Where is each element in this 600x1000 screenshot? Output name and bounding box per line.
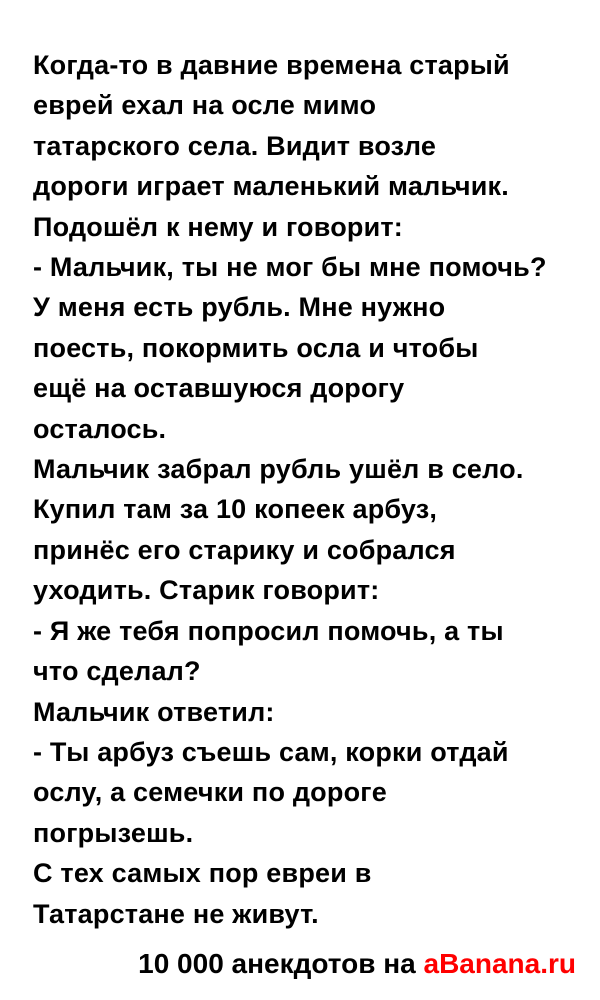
text-line: принёс его старику и собрался <box>33 534 456 565</box>
text-line: дороги играет маленький мальчик. <box>33 171 509 202</box>
footer-watermark <box>0 948 576 980</box>
text-line: поесть, покормить осла и чтобы <box>33 332 479 363</box>
text-line: Мальчик забрал рубль ушёл в село. <box>33 454 524 485</box>
text-line: - Мальчик, ты не мог бы мне помочь? <box>33 252 547 283</box>
text-line: - Я же тебя попросил помочь, а ты <box>33 615 504 646</box>
text-line: татарского села. Видит возле <box>33 130 437 161</box>
brand-link[interactable]: aBanana.ru <box>423 948 576 979</box>
text-line: Татарстане не живут. <box>33 898 319 929</box>
text-line: С тех самых пор евреи в <box>33 858 372 889</box>
text-line: ещё на оставшуюся дорогу <box>33 373 405 404</box>
text-line: что сделал? <box>33 656 201 687</box>
joke-text <box>33 45 575 934</box>
text-line: - Ты арбуз съешь сам, корки отдай <box>33 736 509 767</box>
text-line: осталось. <box>33 413 167 444</box>
text-line: Когда-то в давние времена старый <box>33 50 510 80</box>
text-line: Купил там за 10 копеек арбуз, <box>33 494 438 525</box>
text-line: еврей ехал на осле мимо <box>33 90 377 121</box>
text-line: У меня есть рубль. Мне нужно <box>33 292 446 323</box>
text-line: погрызешь. <box>33 817 194 848</box>
footer-text: 10 000 анекдотов на <box>138 948 424 979</box>
text-line: Подошёл к нему и говорит: <box>33 211 403 242</box>
text-line: ослу, а семечки по дороге <box>33 777 387 808</box>
text-line: Мальчик ответил: <box>33 696 275 727</box>
text-line: уходить. Старик говорит: <box>33 575 380 606</box>
